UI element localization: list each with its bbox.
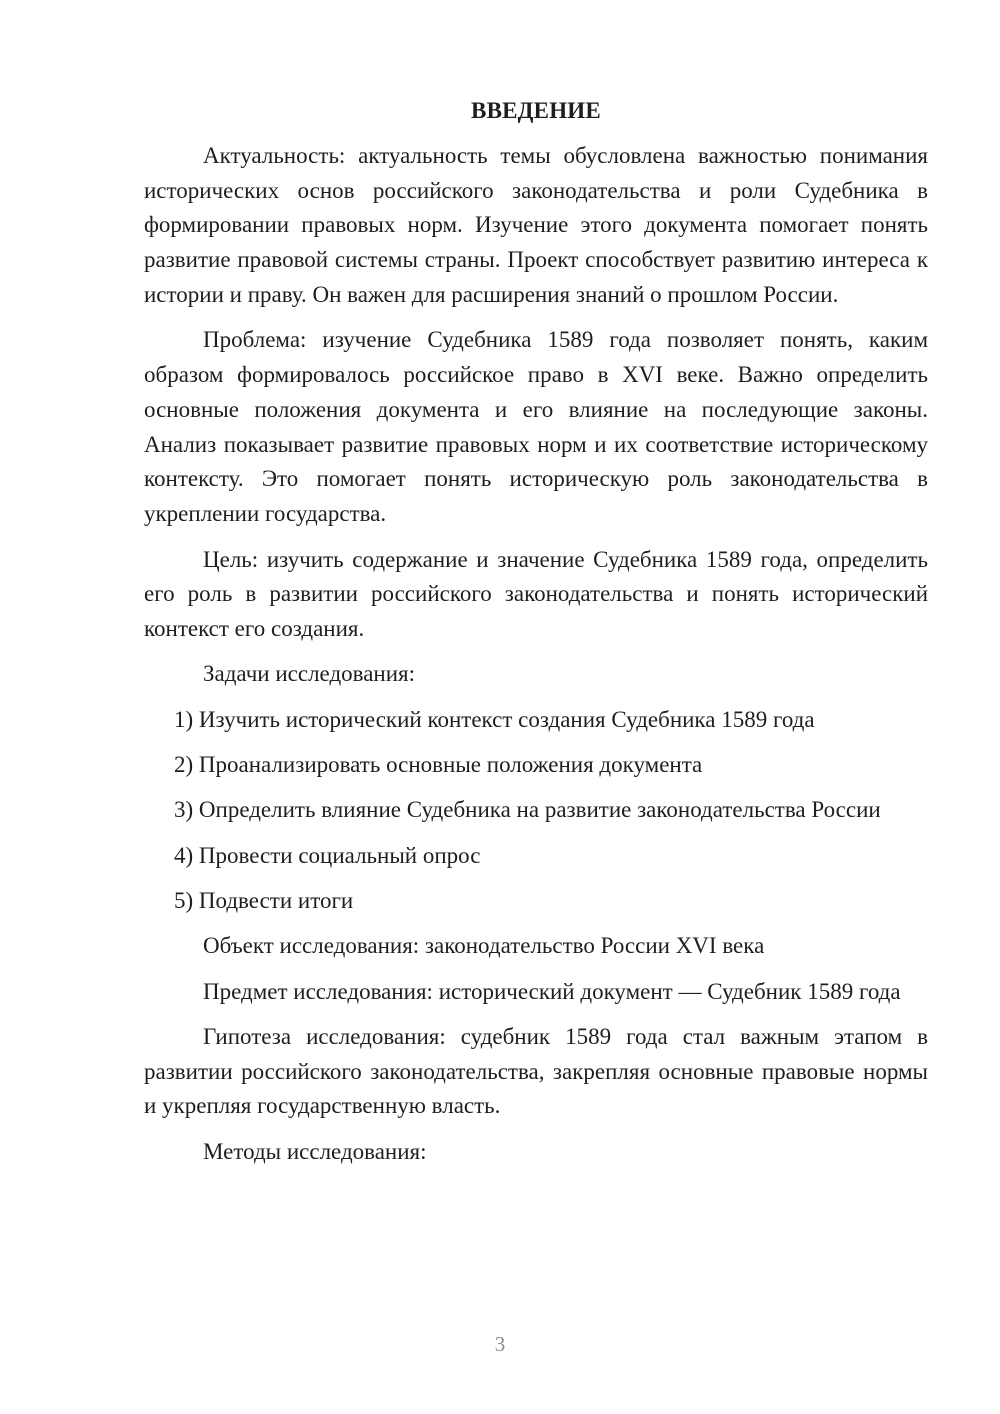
research-subject-paragraph: Предмет исследования: исторический документ — Судебник 1589 года [203, 978, 901, 1004]
research-object-paragraph: Объект исследования: законодательство России XVI века [203, 933, 765, 959]
task-item: 2) Проанализировать основные положения документа [174, 752, 703, 778]
page-number: 3 [494, 1332, 506, 1356]
tasks-heading: Задачи исследования: [203, 661, 416, 687]
problem-paragraph: Проблема: изучение Судебника 1589 года позволяет понять, каким образом формировалось российское право в XVI веке. Важно определить основные положения документа и его влияние на последующие законы. Анализ показывает развитие правовых норм и их соответствие историческому контексту. Это помогает понять историческую роль законодательства в укреплении государства. [144, 327, 928, 527]
page-content [144, 94, 928, 1170]
relevance-paragraph: Актуальность: актуальность темы обусловлена важностью понимания исторических основ российского законодательства и роли Судебника в формировании правовых норм. Изучение этого документа помогает понять развитие правовой системы страны. Проект способствует развитию интереса к истории и праву. Он важен для расширения знаний о прошлом России. [144, 142, 928, 307]
section-title: ВВЕДЕНИЕ [471, 98, 601, 123]
task-item: 5) Подвести итоги [174, 887, 354, 913]
goal-paragraph: Цель: изучить содержание и значение Судебника 1589 года, определить его роль в развитии российского законодательства и понять исторический контекст его создания. [144, 546, 928, 642]
task-item: 4) Провести социальный опрос [174, 842, 481, 868]
task-item: 3) Определить влияние Судебника на развитие законодательства России [174, 797, 881, 823]
task-item: 1) Изучить исторический контекст создания Судебника 1589 года [174, 706, 815, 732]
hypothesis-paragraph: Гипотеза исследования: судебник 1589 года стал важным этапом в развитии российского законодательства, закрепляя основные правовые нормы и укрепляя государственную власть. [144, 1023, 928, 1119]
methods-heading: Методы исследования: [203, 1138, 427, 1164]
